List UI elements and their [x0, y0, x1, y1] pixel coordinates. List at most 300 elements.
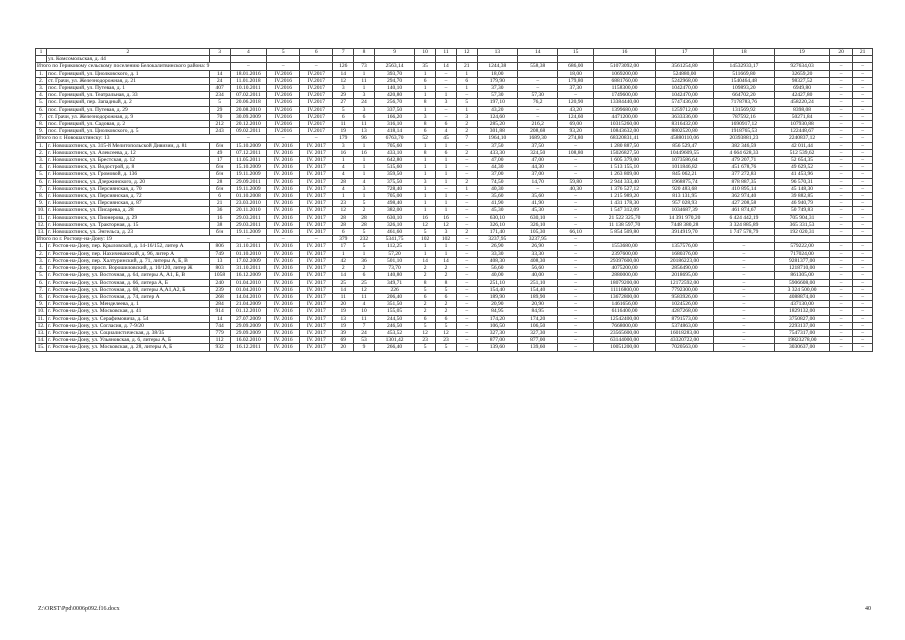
table-cell: 379 — [333, 236, 354, 243]
table-cell: – — [456, 207, 477, 214]
table-cell: 43320722,00 — [656, 337, 714, 344]
table-cell: 3 — [436, 229, 457, 236]
table-cell: – — [830, 272, 853, 279]
table-cell: 4 — [333, 185, 354, 192]
table-cell: 1540464,48 — [713, 77, 774, 84]
table-cell: – — [830, 157, 853, 164]
table-cell: 179,80 — [558, 77, 593, 84]
column-number: 5 — [267, 49, 300, 56]
table-cell: – — [830, 164, 853, 171]
address-cell: г. Ростов-на-Дону, просп. Ворошиловский, д. 10/120, литер Ж — [47, 265, 210, 272]
table-cell — [436, 56, 457, 63]
table-cell: 461,60 — [374, 229, 414, 236]
table-cell: – — [830, 142, 853, 149]
table-row — [36, 308, 873, 315]
table-cell: – — [713, 344, 774, 351]
table-cell: 18,00 — [558, 70, 593, 77]
table-cell: – — [853, 322, 873, 329]
row-number: 9. — [36, 301, 47, 308]
table-cell: 84,95 — [518, 308, 558, 315]
table-cell: – — [558, 329, 593, 336]
table-cell: – — [558, 142, 593, 149]
table-cell: 1 — [354, 70, 375, 77]
table-cell: – — [558, 315, 593, 322]
table-cell: 10 — [354, 308, 375, 315]
table-cell: 779 — [209, 329, 230, 336]
row-number: 11. — [36, 214, 47, 221]
table-cell — [774, 56, 829, 63]
row-number: 6. — [36, 106, 47, 113]
table-cell: 50 749,83 — [774, 207, 829, 214]
table-cell: 30.09.2009 — [230, 113, 267, 120]
table-cell: 29.09.2011 — [230, 178, 267, 185]
table-cell: 10051200,00 — [593, 344, 655, 351]
table-row — [36, 250, 873, 257]
table-cell: – — [830, 214, 853, 221]
table-cell: – — [853, 207, 873, 214]
table-cell: IV.2017 — [300, 121, 333, 128]
table-cell: 37,30 — [558, 85, 593, 92]
column-number: 8 — [354, 49, 375, 56]
table-cell: 29.09.2009 — [230, 322, 267, 329]
table-cell: 17 — [333, 243, 354, 250]
table-cell: 2293137,00 — [774, 322, 829, 329]
column-number: 13 — [477, 49, 517, 56]
table-cell: IV. 2016 — [267, 157, 300, 164]
table-cell: 15.10.2009 — [230, 164, 267, 171]
continuation-row — [36, 56, 873, 63]
table-cell: 7792300,00 — [656, 286, 714, 293]
table-cell: – — [830, 344, 853, 351]
table-cell: 418,14 — [374, 128, 414, 135]
table-cell: 9 — [354, 344, 375, 351]
table-cell: 1968875,74 — [656, 178, 714, 185]
table-row — [36, 243, 873, 250]
table-cell: 23 — [415, 337, 436, 344]
table-cell: IV. 2016 — [267, 257, 300, 264]
table-cell: 1 — [415, 106, 436, 113]
table-cell: 1 — [436, 250, 457, 257]
table-cell: 4471200,00 — [593, 113, 655, 120]
table-cell: – — [456, 214, 477, 221]
table-cell: 43,20 — [558, 106, 593, 113]
row-number: 4. — [36, 92, 47, 99]
table-cell: 453,52 — [374, 329, 414, 336]
table-cell: 27 — [333, 99, 354, 106]
row-number: 4. — [36, 164, 47, 171]
table-cell: – — [853, 221, 873, 228]
column-number: 4 — [230, 49, 267, 56]
table-cell: 5 — [354, 229, 375, 236]
table-cell — [656, 236, 714, 243]
table-cell: 806 — [209, 243, 230, 250]
table-cell: – — [558, 221, 593, 228]
table-cell: 3 — [456, 113, 477, 120]
table-row — [36, 85, 873, 92]
register-table — [35, 48, 873, 352]
row-number: 10. — [36, 308, 47, 315]
table-cell: 1 — [415, 250, 436, 257]
table-cell: 47,00 — [518, 157, 558, 164]
table-cell: IV.2016 — [267, 128, 300, 135]
table-cell: 16.02.2010 — [230, 337, 267, 344]
table-cell: 337,50 — [374, 106, 414, 113]
table-cell: 4075200,00 — [593, 265, 655, 272]
table-cell: – — [230, 135, 267, 142]
table-row — [36, 106, 873, 113]
table-cell: – — [853, 200, 873, 207]
table-cell: – — [853, 193, 873, 200]
table-cell: 878 887,35 — [713, 178, 774, 185]
table-cell: 37,50 — [518, 142, 558, 149]
address-cell: г. Ростов-на-Дону, ул. Восточная, д. 64, литеры А, А1, Б, В — [47, 272, 210, 279]
table-cell: 4 — [333, 171, 354, 178]
table-cell: – — [456, 200, 477, 207]
address-cell: г. Ростов-на-Дону, ул. Московская, д. 41 — [47, 308, 210, 315]
table-cell: 630,10 — [518, 214, 558, 221]
column-number: 3 — [209, 49, 230, 56]
table-cell: 139,60 — [518, 344, 558, 351]
table-cell: – — [830, 77, 853, 84]
table-cell: IV. 2016 — [267, 337, 300, 344]
table-cell: – — [830, 63, 853, 70]
table-cell: 8316432,00 — [656, 121, 714, 128]
table-cell: 09.02.2011 — [230, 128, 267, 135]
table-cell: 349,71 — [374, 279, 414, 286]
table-cell: – — [230, 236, 267, 243]
table-cell: 42 — [333, 257, 354, 264]
table-cell: 1 263 809,00 — [593, 171, 655, 178]
table-cell — [593, 56, 655, 63]
table-cell: – — [456, 243, 477, 250]
table-cell: 01.04.2010 — [230, 286, 267, 293]
table-cell: 20.06.2018 — [230, 99, 267, 106]
table-cell: IV. 2016 — [267, 164, 300, 171]
column-number: 15 — [558, 49, 593, 56]
address-cell: г. Ростов-на-Дону, ул. Серафимовича, д. 54 — [47, 315, 210, 322]
table-cell: IV. 2017 — [300, 142, 333, 149]
table-cell: 1 — [415, 164, 436, 171]
table-cell: IV. 2016 — [267, 272, 300, 279]
table-cell: – — [830, 337, 853, 344]
table-row — [36, 221, 873, 228]
table-cell: 8 — [415, 121, 436, 128]
table-cell: – — [830, 301, 853, 308]
table-cell: – — [456, 301, 477, 308]
table-cell: 5 — [456, 99, 477, 106]
table-cell: IV.2016 — [267, 99, 300, 106]
table-cell: 6 — [456, 77, 477, 84]
table-cell: IV. 2017 — [300, 250, 333, 257]
table-cell: 26,90 — [518, 243, 558, 250]
table-row — [36, 121, 873, 128]
table-cell: 2 — [415, 272, 436, 279]
table-cell: 122448,67 — [774, 128, 829, 135]
table-cell: – — [230, 63, 267, 70]
table-cell: – — [830, 221, 853, 228]
table-cell: – — [713, 337, 774, 344]
table-cell: 12 — [415, 221, 436, 228]
table-cell: 2 — [436, 301, 457, 308]
table-cell: – — [853, 329, 873, 336]
table-cell: – — [518, 185, 558, 192]
table-cell: – — [518, 106, 558, 113]
address-cell: пос. Горняцкий, ул. Театральная, д. 33 — [47, 92, 210, 99]
address-cell: г. Новошахтинск, ул. Персиянская, д. 70 — [47, 185, 210, 192]
table-cell: 1 280 887,50 — [593, 142, 655, 149]
table-cell: 845 062,21 — [656, 171, 714, 178]
table-cell: 13 — [354, 128, 375, 135]
table-cell: – — [713, 315, 774, 322]
table-cell: 266,40 — [374, 344, 414, 351]
table-cell: – — [853, 63, 873, 70]
address-cell: ул. Комсомольская, д. 44 — [47, 56, 210, 63]
table-row — [36, 337, 873, 344]
table-cell: – — [456, 315, 477, 322]
table-cell: 3561254,80 — [656, 63, 714, 70]
table-cell: – — [456, 322, 477, 329]
table-row — [36, 164, 873, 171]
table-cell: 461 874,67 — [713, 207, 774, 214]
table-cell: 1218710,00 — [774, 265, 829, 272]
table-cell — [374, 56, 414, 63]
table-cell: – — [713, 243, 774, 250]
table-cell: – — [558, 308, 593, 315]
table-cell: – — [713, 265, 774, 272]
table-cell: 5341,75 — [374, 236, 414, 243]
table-cell: 5 — [415, 229, 436, 236]
address-cell: г. Новошахтинск, ул. 315-й Мелитопольской Дивизии, д. 81 — [47, 142, 210, 149]
table-cell: IV.2016 — [267, 92, 300, 99]
table-cell: 6 — [333, 229, 354, 236]
table-cell: 630,10 — [477, 214, 517, 221]
table-cell: 327,30 — [518, 329, 558, 336]
table-cell: 19.11.2009 — [230, 171, 267, 178]
row-number: 5. — [36, 272, 47, 279]
table-cell: – — [456, 236, 477, 243]
table-cell: – — [456, 171, 477, 178]
table-cell: 40,00 — [477, 272, 517, 279]
table-cell: 1 — [436, 193, 457, 200]
table-cell: 45,30 — [518, 207, 558, 214]
table-cell: IV.2016 — [267, 70, 300, 77]
table-cell: 14 — [415, 257, 436, 264]
table-cell: – — [853, 337, 873, 344]
table-cell: 37,00 — [477, 171, 517, 178]
table-cell: 6 — [415, 128, 436, 135]
table-cell: IV.2016 — [267, 106, 300, 113]
table-cell: 68320831,41 — [593, 135, 655, 142]
table-cell: 14 — [209, 70, 230, 77]
table-cell: IV. 2017 — [300, 164, 333, 171]
table-cell: IV. 2016 — [267, 329, 300, 336]
table-cell: 2 — [415, 265, 436, 272]
table-cell: 35 — [415, 63, 436, 70]
table-cell: 106,50 — [477, 322, 517, 329]
table-cell: 126 — [333, 63, 354, 70]
summary-row — [36, 135, 873, 142]
table-cell: – — [830, 293, 853, 300]
register-table-wrapper — [35, 48, 873, 352]
address-cell: г. Ростов-на-Дону, пер. Халтуринский, д. 71, литеры А, Б, В — [47, 257, 210, 264]
table-cell: 1 747 578,79 — [713, 229, 774, 236]
table-cell: 108,80 — [558, 149, 593, 156]
table-cell: 63144000,00 — [593, 337, 655, 344]
table-cell: 1 — [415, 142, 436, 149]
table-cell: – — [558, 214, 593, 221]
table-cell: – — [853, 272, 873, 279]
row-number: 4. — [36, 265, 47, 272]
table-row — [36, 70, 873, 77]
table-cell: 243 — [209, 128, 230, 135]
table-cell: 2856490,00 — [656, 265, 714, 272]
table-cell: 5 — [354, 200, 375, 207]
table-cell: 24 — [354, 329, 375, 336]
table-cell: 28 — [354, 214, 375, 221]
table-cell: 112,25 — [374, 243, 414, 250]
row-number: 10. — [36, 207, 47, 214]
table-cell: 1 — [415, 85, 436, 92]
table-cell: – — [830, 85, 853, 92]
table-cell: IV.2016 — [267, 121, 300, 128]
table-cell: 6 — [415, 315, 436, 322]
table-cell: – — [558, 193, 593, 200]
table-cell: IV. 2017 — [300, 272, 333, 279]
table-cell: – — [853, 257, 873, 264]
table-cell: 212 — [209, 121, 230, 128]
table-cell: IV. 2016 — [267, 279, 300, 286]
table-cell: – — [456, 344, 477, 351]
table-cell: IV. 2017 — [300, 286, 333, 293]
table-cell: 8 — [415, 149, 436, 156]
table-cell: 362 974,40 — [713, 193, 774, 200]
table-cell: 3 324 500,00 — [774, 286, 829, 293]
summary-title: Итого по г. Новошахтинску: 13 — [36, 135, 231, 142]
table-cell: 5906608,00 — [774, 279, 829, 286]
table-cell: 2563,14 — [374, 63, 414, 70]
table-cell: 33,30 — [518, 250, 558, 257]
table-cell: 3 — [354, 185, 375, 192]
table-cell: 433,30 — [477, 149, 517, 156]
table-cell: 25 — [354, 279, 375, 286]
table-row — [36, 301, 873, 308]
table-cell: 382 346,59 — [713, 142, 774, 149]
table-cell: 69 — [333, 337, 354, 344]
row-number: 12. — [36, 221, 47, 228]
table-cell: 351,50 — [374, 301, 414, 308]
table-cell: – — [456, 272, 477, 279]
table-cell: 139,60 — [477, 344, 517, 351]
table-cell: – — [456, 193, 477, 200]
table-cell: IV. 2016 — [267, 149, 300, 156]
table-cell: IV. 2017 — [300, 344, 333, 351]
table-cell: – — [853, 157, 873, 164]
address-cell: пос. Горняцкий, ул. Садовая, д. 2 — [47, 121, 210, 128]
table-cell: 420,80 — [374, 92, 414, 99]
table-cell: IV. 2017 — [300, 193, 333, 200]
table-cell: IV.2016 — [267, 85, 300, 92]
table-cell: 21.04.2009 — [230, 301, 267, 308]
row-number: 15. — [36, 344, 47, 351]
table-cell: – — [830, 135, 853, 142]
table-cell: 451 678,76 — [713, 164, 774, 171]
table-cell: IV. 2017 — [300, 279, 333, 286]
table-cell: 813 131,95 — [656, 193, 714, 200]
table-cell: – — [853, 99, 873, 106]
row-number: 3. — [36, 157, 47, 164]
table-cell: 6 — [436, 293, 457, 300]
table-cell: 294,70 — [374, 77, 414, 84]
table-cell: 630,10 — [374, 214, 414, 221]
table-cell: 5374863,00 — [656, 322, 714, 329]
table-cell: – — [518, 113, 558, 120]
table-cell: 24 — [354, 99, 375, 106]
table-cell: 274,80 — [558, 135, 593, 142]
table-cell: 84,95 — [477, 308, 517, 315]
column-number: 21 — [853, 49, 873, 56]
table-cell: 2 — [456, 229, 477, 236]
table-cell: 10843632,00 — [593, 128, 655, 135]
table-cell: 19 — [333, 308, 354, 315]
table-cell: 11.05.2011 — [230, 157, 267, 164]
address-cell: г. Ростов-на-Дону, ул. Восточная, д. 66, литера А, Б — [47, 279, 210, 286]
table-cell: IV.2017 — [300, 128, 333, 135]
column-number: 6 — [300, 49, 333, 56]
row-number: 3. — [36, 85, 47, 92]
table-cell: 375,50 — [374, 178, 414, 185]
table-cell: IV. 2016 — [267, 250, 300, 257]
table-cell: 14 — [436, 257, 457, 264]
table-cell: – — [713, 308, 774, 315]
table-cell: IV. 2017 — [300, 337, 333, 344]
table-cell: 246,50 — [374, 322, 414, 329]
table-cell: 6881760,00 — [593, 77, 655, 84]
row-number: 9. — [36, 200, 47, 207]
table-cell: 1 — [354, 193, 375, 200]
table-cell: 957 028,93 — [656, 200, 714, 207]
table-cell: 3237,95 — [518, 236, 558, 243]
table-cell — [830, 56, 853, 63]
table-cell: 1 — [415, 207, 436, 214]
table-cell: 787592,16 — [713, 113, 774, 120]
table-cell: 2 — [415, 301, 436, 308]
table-cell: – — [456, 257, 477, 264]
table-cell: – — [830, 286, 853, 293]
table-cell: 1042470,00 — [656, 85, 714, 92]
table-cell: 73 — [354, 63, 375, 70]
table-cell: 36 — [209, 207, 230, 214]
table-cell: 239 — [209, 286, 230, 293]
table-cell: – — [456, 142, 477, 149]
table-cell: 244,50 — [374, 315, 414, 322]
table-cell: 1 — [354, 85, 375, 92]
table-cell: 861305,00 — [774, 272, 829, 279]
address-cell: г. Новошахтинск, ул. Дзержинского, д. 20 — [47, 178, 210, 185]
table-cell: 31.10.2011 — [230, 265, 267, 272]
table-cell: 1 — [456, 185, 477, 192]
table-cell: IV. 2017 — [300, 257, 333, 264]
table-cell: 6 — [354, 113, 375, 120]
table-cell: – — [853, 70, 873, 77]
table-cell: IV. 2016 — [267, 265, 300, 272]
table-cell: 179,90 — [477, 77, 517, 84]
table-cell: 20,90 — [518, 301, 558, 308]
table-cell: IV.2016 — [267, 77, 300, 84]
table-cell: IV. 2017 — [300, 149, 333, 156]
table-cell: IV. 2017 — [300, 315, 333, 322]
table-cell: 1399680,00 — [593, 106, 655, 113]
table-cell: 20.08.2010 — [230, 106, 267, 113]
